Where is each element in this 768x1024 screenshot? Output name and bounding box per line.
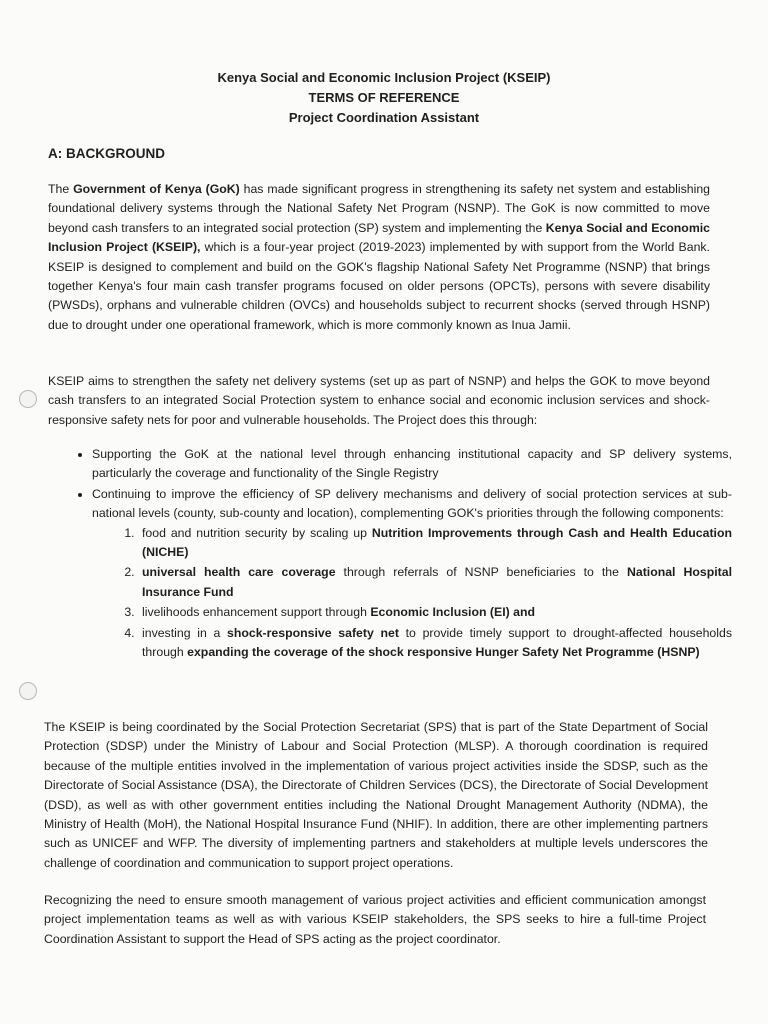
project-title: Kenya Social and Economic Inclusion Project (KSEIP) bbox=[217, 70, 551, 85]
list-item bbox=[92, 485, 732, 663]
text-run: livelihoods enhancement support through bbox=[142, 605, 371, 620]
bold-run: Nutrition Improvements through Cash and Health Education (NICHE) bbox=[142, 525, 732, 560]
background-paragraph-4: Recognizing the need to ensure smooth management of various project activities and efficient communication amongst project implementation teams as well as with various KSEIP stakeholders, the SPS seeks to hire a full-time Project Coordination Assistant to support the Head of SPS acting as the project coordinator. bbox=[44, 893, 706, 946]
component-item bbox=[138, 524, 732, 563]
bold-run: shock-responsive safety net bbox=[227, 625, 399, 640]
punch-hole-mark bbox=[19, 682, 37, 700]
bold-run: Government of Kenya (GoK) bbox=[73, 182, 240, 196]
component-item bbox=[138, 624, 732, 663]
bullet-list bbox=[70, 445, 732, 663]
tor-title: TERMS OF REFERENCE bbox=[308, 90, 460, 105]
document-header bbox=[0, 68, 768, 128]
text-run: The bbox=[48, 182, 74, 196]
background-paragraph-3: The KSEIP is being coordinated by the Social Protection Secretariat (SPS) that is part of the State Department of Social Protection (SDSP) under the Ministry of Labour and Social Protection (MLSP). A thorough coordination is required because of the multiple entities involved in the implementation of various project activities inside the SDSP, such as the Directorate of Social Assistance (DSA), the Directorate of Children Services (DCS), the Directorate of Social Development (DSD), as well as with other government entities including the National Drought Management Authority (NDMA), the Ministry of Health (MoH), the National Hospital Insurance Fund (NHIF). In addition, there are other implementing partners such as UNICEF and WFP. The diversity of implementing partners and stakeholders at multiple levels underscores the challenge of coordination and communication to support project operations. bbox=[44, 720, 708, 870]
text-run: through referrals of NSNP beneficiaries to the bbox=[335, 565, 627, 580]
punch-hole-mark bbox=[19, 390, 37, 408]
component-item bbox=[138, 603, 732, 622]
section-heading-background: A: BACKGROUND bbox=[48, 146, 165, 161]
text-run: to provide timely support to drought-affected households through bbox=[142, 625, 732, 660]
component-item bbox=[138, 563, 732, 602]
bold-run: universal health care coverage bbox=[142, 565, 336, 580]
text-run: food and nutrition security by scaling up bbox=[142, 525, 372, 540]
list-item-text: Continuing to improve the efficiency of SP delivery mechanisms and delivery of social protection services at sub-national levels (county, sub-county and location), complementing GOK's priorities through the following components: bbox=[92, 486, 732, 521]
text-run: investing in a bbox=[142, 625, 228, 640]
text-run: which is a four-year project (2019-2023) implemented by with support from the World Bank. KSEIP is designed to complement and build on the GOK's flagship National Safety Net Programme (NSNP) that brings together Kenya's four main cash transfer programs focused on older persons (OPCTs), persons with severe disability (PWSDs), orphans and vulnerable children (OVCs) and households subject to recurrent shocks (served through HSNP) due to drought under one operational framework, which is more commonly known as Inua Jamii. bbox=[48, 240, 710, 332]
background-paragraph-2: KSEIP aims to strengthen the safety net delivery systems (set up as part of NSNP) and helps the GOK to move beyond cash transfers to an integrated Social Protection system to enhance social and economic inclusion services and shock-responsive safety nets for poor and vulnerable households. The Project does this through: bbox=[48, 374, 710, 427]
background-paragraph-1 bbox=[48, 180, 710, 335]
bold-run: National Hospital Insurance Fund bbox=[142, 565, 732, 599]
bold-run: expanding the coverage of the shock responsive Hunger Safety Net Programme (HSNP) bbox=[187, 645, 700, 660]
bold-run: Economic Inclusion (EI) and bbox=[370, 605, 535, 620]
components-list bbox=[92, 524, 732, 663]
text-run: has made significant progress in strengthening its safety net system and establishing foundational delivery systems through the National Safety Net Program (NSNP). The GoK is now committed to move beyond cash transfers to an integrated social protection (SP) system and implementing the bbox=[48, 182, 710, 235]
list-item: • Supporting the GoK at the national level through enhancing institutional capacity and SP delivery systems, particularly the coverage and functionality of the Single Registry bbox=[92, 445, 732, 484]
bold-run: Kenya Social and Economic Inclusion Project (KSEIP), bbox=[48, 220, 711, 255]
position-title: Project Coordination Assistant bbox=[288, 110, 480, 125]
